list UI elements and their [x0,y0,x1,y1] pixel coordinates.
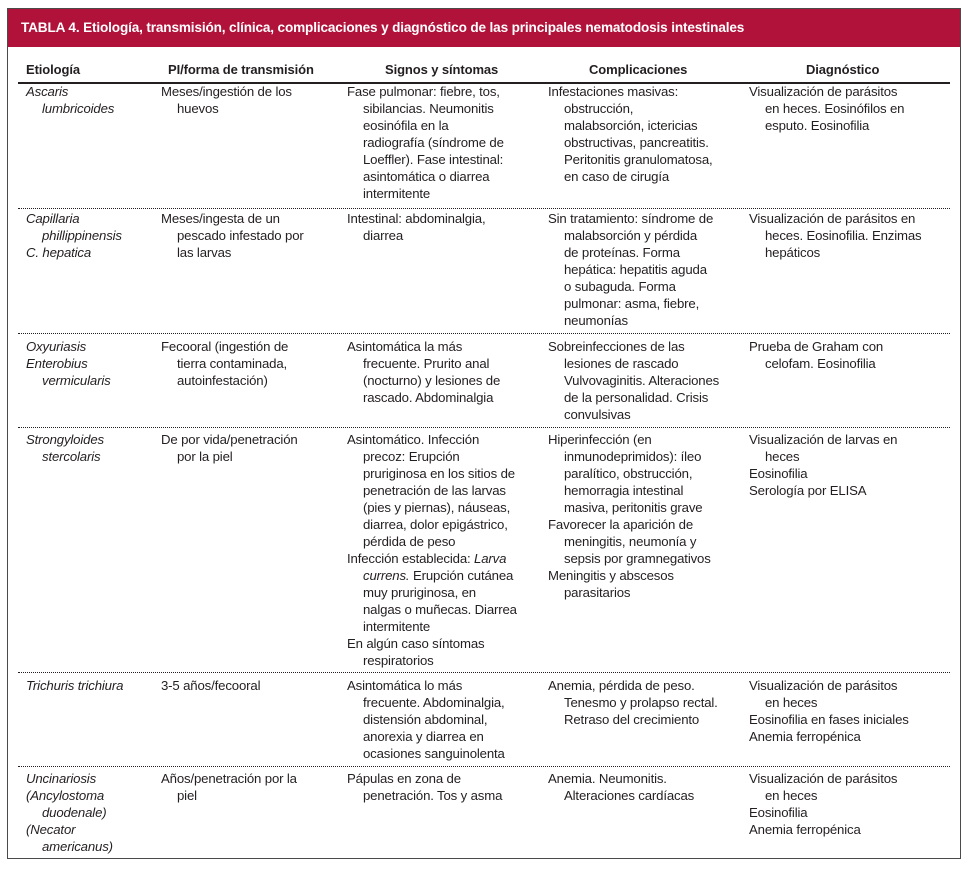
cell-transmision: Fecooral (ingestión de tierra contaminada, autoinfestación) [161,339,289,388]
cell-complicaciones: Anemia, pérdida de peso. Tenesmo y prolapso rectal. Retraso del crecimiento [548,678,718,727]
column-header-transmision: PI/forma de transmisión [168,62,314,77]
cell-diagnostico: Prueba de Graham con celofam. Eosinofilia [749,339,884,371]
table-frame [7,8,961,859]
cell-etiologia: Ascaris lumbricoides [26,84,115,116]
cell-transmision: Años/penetración por la piel [161,771,297,803]
cell-signos: Intestinal: abdominalgia, diarrea [347,211,486,243]
cell-signos: Asintomático. Infección precoz: Erupción pruriginosa en los sitios de penetración de las larvas (pies y piernas), náuseas, diarrea, dolor epigástrico, pérdida de peso Infección establecida: Larva currens. Erupción cutánea muy pruriginosa, en nalgas o muñecas. Diarrea intermitente En algún caso síntomas respiratorios [347,432,517,668]
cell-etiologia: Trichuris trichiura [26,678,124,693]
cell-transmision: Meses/ingestión de los huevos [161,84,292,116]
cell-etiologia: Strongyloides stercolaris [26,432,104,464]
cell-diagnostico: Visualización de parásitos en heces Eosinofilia en fases iniciales Anemia ferropénica [749,678,909,744]
cell-complicaciones: Anemia. Neumonitis. Alteraciones cardíacas [548,771,695,803]
cell-signos: Asintomática la más frecuente. Prurito anal (nocturno) y lesiones de rascado. Abdominalgia [347,339,501,405]
column-header-diagnostico: Diagnóstico [806,62,880,77]
cell-diagnostico: Visualización de parásitos en heces. Eosinófilos en esputo. Eosinofilia [749,84,905,133]
cell-signos: Asintomática lo más frecuente. Abdominalgia, distensión abdominal, anorexia y diarrea en ocasiones sanguinolenta [347,678,505,761]
column-header-etiologia: Etiología [26,62,80,77]
cell-etiologia: Uncinariosis (Ancylostoma duodenale) (Necator americanus) [26,771,113,854]
cell-etiologia: Oxyuriasis Enterobius vermicularis [26,339,111,388]
cell-transmision: Meses/ingesta de un pescado infestado por las larvas [161,211,304,260]
cell-diagnostico: Visualización de larvas en heces Eosinofilia Serología por ELISA [749,432,898,498]
table-title: TABLA 4. Etiología, transmisión, clínica, complicaciones y diagnóstico de las principales nematodosis intestinales [8,9,960,47]
column-header-complicaciones: Complicaciones [589,62,688,77]
cell-complicaciones: Hiperinfección (en inmunodeprimidos): íleo paralítico, obstrucción, hemorragia intestinal masiva, peritonitis grave Favorecer la aparición de meningitis, neumonía y sepsis por gramnegativos Meningitis y abscesos parasitarios [548,432,711,600]
cell-complicaciones: Sobreinfecciones de las lesiones de rascado Vulvovaginitis. Alteraciones de la personalidad. Crisis convulsivas [548,339,720,422]
cell-signos: Fase pulmonar: fiebre, tos, sibilancias. Neumonitis eosinófila en la radiografía (síndrome de Loeffler). Fase intestinal: asintomática o diarrea intermitente [347,84,504,201]
row-divider [18,427,950,428]
cell-etiologia: Capillaria phillippinensis C. hepatica [26,211,122,260]
cell-transmision: De por vida/penetración por la piel [161,432,298,464]
cell-complicaciones: Sin tratamiento: síndrome de malabsorción y pérdida de proteínas. Forma hepática: hepatitis aguda o subaguda. Forma pulmonar: asma, fiebre, neumonías [548,211,714,328]
header-row [8,47,960,84]
row-divider [18,766,950,767]
row-divider [18,672,950,673]
row-divider [18,208,950,209]
row-divider [18,333,950,334]
cell-signos: Pápulas en zona de penetración. Tos y asma [347,771,503,803]
cell-diagnostico: Visualización de parásitos en heces Eosinofilia Anemia ferropénica [749,771,898,837]
column-header-signos: Signos y síntomas [385,62,499,77]
cell-transmision: 3-5 años/fecooral [161,678,261,693]
cell-complicaciones: Infestaciones masivas: obstrucción, malabsorción, ictericias obstructivas, pancreatitis. Peritonitis granulomatosa, en caso de cirugía [548,84,713,184]
cell-diagnostico: Visualización de parásitos en heces. Eosinofilia. Enzimas hepáticos [749,211,922,260]
